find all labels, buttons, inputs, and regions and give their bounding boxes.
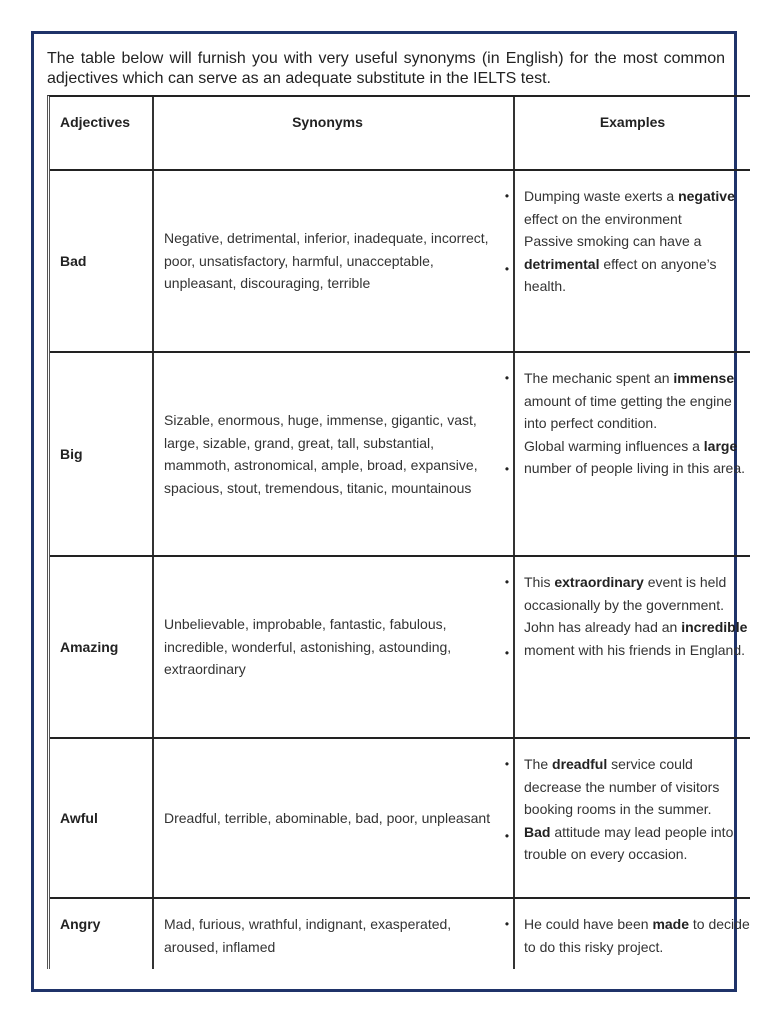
synonyms-cell: Unbelievable, improbable, fantastic, fabulous, incredible, wonderful, astonishing, astounding, extraordinary bbox=[154, 557, 515, 737]
examples-cell bbox=[515, 899, 750, 969]
adjective-cell: Bad bbox=[50, 171, 154, 351]
bullet-icon: • bbox=[504, 575, 510, 589]
example-sentence: Bad attitude may lead people into trouble on every occasion. bbox=[524, 823, 734, 862]
adjective-cell: Awful bbox=[50, 739, 154, 897]
example-sentence: Passive smoking can have a detrimental effect on anyone’s health. bbox=[524, 233, 717, 294]
example-sentence: He could have been made to decide to do this risky project. bbox=[524, 916, 750, 955]
examples-cell bbox=[515, 739, 750, 897]
examples-cell bbox=[515, 171, 750, 351]
table-row bbox=[50, 739, 750, 899]
bullet-icon: • bbox=[504, 462, 510, 476]
adjective-cell: Big bbox=[50, 353, 154, 555]
content-frame bbox=[31, 31, 750, 992]
example-sentence: Dumping waste exerts a negative effect on the environment bbox=[524, 188, 735, 227]
intro-paragraph: The table below will furnish you with very useful synonyms (in English) for the most common adjectives which can serve as an adequate substitute in the IELTS test. bbox=[47, 50, 725, 87]
synonyms-cell: Mad, furious, wrathful, indignant, exasperated, aroused, inflamed bbox=[154, 899, 515, 969]
adjective-cell: Amazing bbox=[50, 557, 154, 737]
bullet-icon: • bbox=[504, 262, 510, 276]
table-row bbox=[50, 353, 750, 557]
examples-cell bbox=[515, 353, 750, 555]
bullet-icon: • bbox=[504, 757, 510, 771]
example-sentence: The dreadful service could decrease the number of visitors booking rooms in the summer. bbox=[524, 756, 720, 817]
bullet-icon: • bbox=[504, 371, 510, 385]
table-row bbox=[50, 171, 750, 353]
example-sentence: John has already had an incredible moment with his friends in England. bbox=[524, 619, 748, 658]
example-sentence: This extraordinary event is held occasionally by the government. bbox=[524, 574, 727, 613]
synonyms-cell: Dreadful, terrible, abominable, bad, poor, unpleasant bbox=[154, 739, 515, 897]
table-header-row bbox=[50, 97, 750, 171]
header-examples: Examples bbox=[599, 114, 666, 130]
bullet-icon: • bbox=[504, 646, 510, 660]
synonyms-cell: Negative, detrimental, inferior, inadequate, incorrect, poor, unsatisfactory, harmful, unacceptable, unpleasant, discouraging, terrible bbox=[154, 171, 515, 351]
example-sentence: Global warming influences a large number of people living in this area. bbox=[524, 437, 746, 476]
example-sentence: The mechanic spent an immense amount of time getting the engine into perfect condition. bbox=[524, 370, 735, 431]
synonyms-table bbox=[47, 95, 750, 969]
bullet-icon: • bbox=[504, 189, 510, 203]
examples-cell bbox=[515, 557, 750, 737]
header-adjectives: Adjectives bbox=[50, 97, 154, 169]
table-row bbox=[50, 557, 750, 739]
table-row bbox=[50, 899, 750, 969]
bullet-icon: • bbox=[504, 917, 510, 931]
bullet-icon: • bbox=[504, 829, 510, 843]
header-synonyms: Synonyms bbox=[154, 97, 515, 169]
adjective-cell: Angry bbox=[50, 899, 154, 969]
synonyms-cell: Sizable, enormous, huge, immense, gigantic, vast, large, sizable, grand, great, tall, substantial, mammoth, astronomical, ample, broad, expansive, spacious, stout, tremendous, titanic, mountainous bbox=[154, 353, 515, 555]
